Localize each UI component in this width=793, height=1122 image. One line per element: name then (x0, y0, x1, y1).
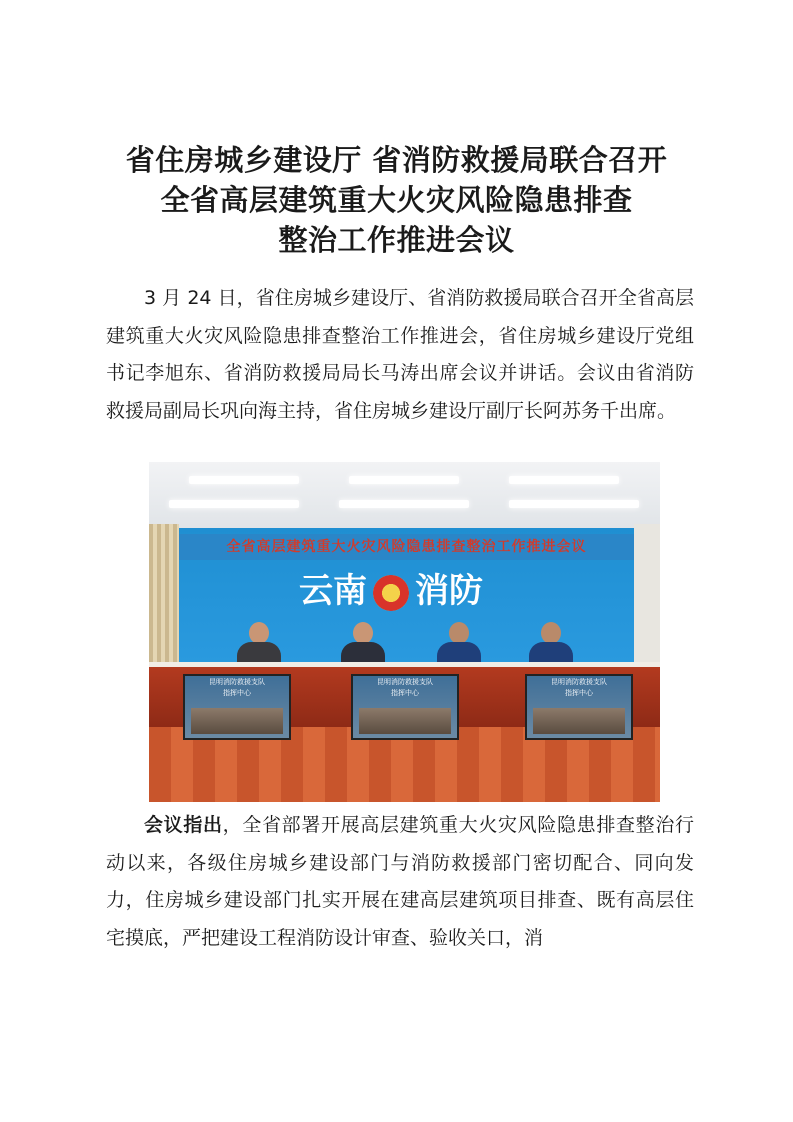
screen-caption-2: 指挥中心 (391, 689, 419, 697)
attendee (237, 622, 281, 667)
meeting-banner: 全省高层建筑重大火灾风险隐患排查整治工作推进会议 (179, 534, 634, 560)
title-line-3: 整治工作推进会议 (278, 223, 515, 257)
article-title (0, 140, 793, 260)
brand-left-text: 云南 (299, 571, 367, 611)
brand-right-text: 消防 (415, 571, 483, 611)
title-line-1: 省住房城乡建设厅 省消防救援局联合召开 (125, 143, 668, 177)
screen-caption-2: 指挥中心 (565, 689, 593, 697)
screen-caption-2: 指挥中心 (223, 689, 251, 697)
video-screen (183, 674, 291, 740)
ceiling (149, 462, 660, 534)
meeting-photo (149, 462, 660, 802)
attendee (437, 622, 481, 667)
paragraph-body: ，全省部署开展高层建筑重大火灾风险隐患排查整治行动以来，各级住房城乡建设部门与消防救援部门密切配合、同向发力，住房城乡建设部门扎实开展在建高层建筑项目排查、既有高层住宅摸底，严把建设工程消防设计审查、验收关口，消 (106, 814, 694, 949)
fire-emblem-icon (373, 575, 409, 611)
title-line-2: 全省高层建筑重大火灾风险隐患排查 (160, 183, 633, 217)
paragraph-meeting-points (106, 807, 694, 957)
paragraph-intro: 3 月 24 日，省住房城乡建设厅、省消防救援局联合召开全省高层建筑重大火灾风险隐患排查整治工作推进会，省住房城乡建设厅党组书记李旭东、省消防救援局局长马涛出席会议并讲话。会议由省消防救援局副局长巩向海主持，省住房城乡建设厅副厅长阿苏务千出席。 (106, 287, 694, 422)
attendee (529, 622, 573, 667)
brand-sign (299, 566, 539, 616)
screen-caption-1: 昆明消防救援支队 (377, 678, 433, 686)
video-screen (525, 674, 633, 740)
attendee (341, 622, 385, 667)
video-screen (351, 674, 459, 740)
lead-phrase: 会议指出 (144, 814, 223, 836)
screen-caption-1: 昆明消防救援支队 (209, 678, 265, 686)
screen-caption-1: 昆明消防救援支队 (551, 678, 607, 686)
